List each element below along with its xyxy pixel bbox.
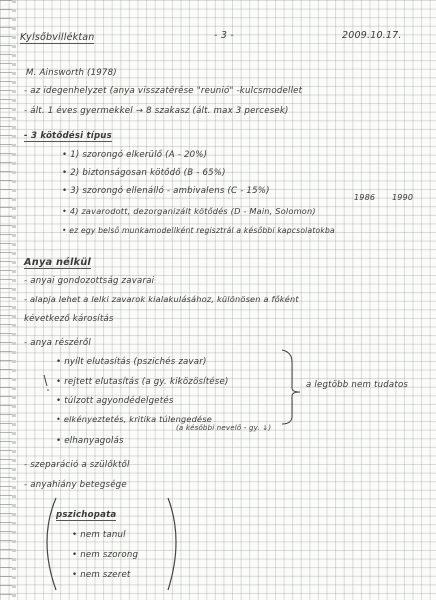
- line-strange-situation: - az idegenhelyzet (anya vissza​térése "reunió" -kulcsmodellet: [24, 86, 303, 96]
- line-hidden-rejection: • rejtett elutasítás (a gy. kiközösítése): [56, 377, 229, 387]
- line-basis: - alapja lehet a lelki zavarok kialakulásához, különösen a főként: [24, 294, 299, 304]
- line-no-learning: • nem tanul: [72, 530, 126, 540]
- line-inner-model: • ez egy belső munkamodellként regisztrál a későbbi kapcsolatokba: [62, 226, 335, 235]
- line-care-disorders: - anyai gondozottság zavarai: [24, 276, 155, 286]
- line-later-educator: (a későbbi nevelő - gy. ↓): [176, 424, 272, 432]
- note-not-conscious: a legtöbb nem tudatos: [306, 380, 409, 390]
- exclamation-mark: [44, 375, 47, 386]
- line-neglect: • elhanyagolás: [56, 436, 124, 446]
- right-paren: [168, 498, 176, 590]
- line-no-anxiety: • nem szorong: [72, 550, 139, 560]
- heading-psychopath: pszichopata: [56, 510, 117, 520]
- page-date: 2009.10.17.: [342, 30, 402, 41]
- year-1990: 1990: [392, 193, 414, 202]
- line-type-a: • 1) szorongó elkerülő (A - 20%): [62, 150, 208, 160]
- line-type-d: • 4) zavarodott, dezorganizált kötődés (D - Main, Solomon): [62, 206, 316, 216]
- line-attachment-types: - 3 kötődési típus: [24, 131, 112, 141]
- heading-without-mother: Anya nélkül: [24, 257, 91, 268]
- line-author: M. Ainsworth (1978): [26, 68, 117, 78]
- line-type-b: • 2) biztonságosan kötődő (B - 65%): [62, 168, 226, 178]
- line-separation: - szeparáció a szülőktől: [24, 460, 130, 470]
- line-overprotection: • túlzott agyondédelgetés: [56, 396, 174, 406]
- line-spoiling: • elkényeztetés, kritika túlengedése: [56, 414, 212, 424]
- line-from-mother: - anya részéről: [24, 338, 91, 348]
- year-1986: 1986: [354, 193, 376, 202]
- left-paren: [47, 498, 56, 590]
- page-title: Kylsőbvilléktan: [20, 32, 95, 43]
- page-number: - 3 -: [214, 30, 234, 41]
- exclamation-dot: [47, 389, 49, 391]
- line-consequence: kévetkező károsítás: [24, 314, 114, 324]
- line-deprivation: - anyahiány betegsége: [24, 480, 127, 490]
- line-no-love: • nem szeret: [72, 570, 131, 580]
- line-procedure: - ált. 1 éves gyermekkel → 8 szakasz (ált. max 3 percesek): [24, 106, 289, 116]
- right-brace: [282, 350, 300, 424]
- line-type-c: • 3) szorongó ellenálló - ambivalens (C - 15%): [62, 186, 270, 196]
- line-open-rejection: • nyílt elutasítás (pszichés zavar): [56, 357, 207, 367]
